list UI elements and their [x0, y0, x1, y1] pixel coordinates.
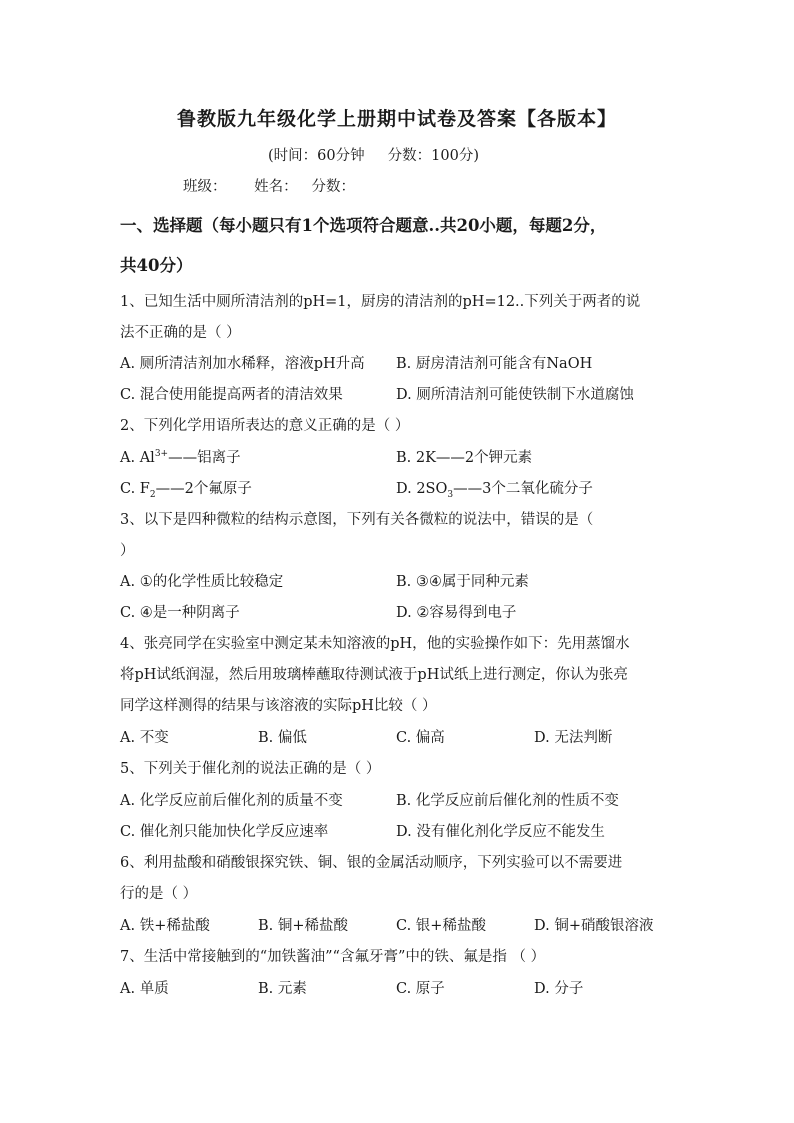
- question-4-stem-cont: 将pH试纸润湿，然后用玻璃棒蘸取待测试液于pH试纸上进行测定，你认为张亮: [120, 667, 628, 683]
- q3-option-d: D. ②容易得到电子: [396, 605, 517, 621]
- section-heading: 一、选择题（每小题只有1个选项符合题意..共20小题，每题2分，: [120, 216, 607, 235]
- q4-option-d: D. 无法判断: [534, 730, 613, 746]
- q1-option-a: A. 厕所清洁剂加水稀释，溶液pH升高: [120, 356, 365, 372]
- q1-option-c: C. 混合使用能提高两者的清洁效果: [120, 387, 343, 403]
- q4-option-a: A. 不变: [120, 730, 169, 746]
- q2-a-prefix: A. Al: [120, 450, 155, 466]
- exam-title: 鲁教版九年级化学上册期中试卷及答案【各版本】: [176, 108, 617, 130]
- q6-option-c: C. 银+稀盐酸: [396, 918, 486, 934]
- q6-option-a: A. 铁+稀盐酸: [120, 918, 210, 934]
- question-4-stem-cont2: 同学这样测得的结果与该溶液的实际pH比较（ ）: [120, 698, 437, 714]
- q1-option-b: B. 厨房清洁剂可能含有NaOH: [396, 356, 593, 372]
- q2-option-c: [120, 477, 252, 500]
- q2-c-text: ——2个氟原子: [155, 481, 252, 497]
- q3-option-c: C. ④是一种阴离子: [120, 605, 240, 621]
- q7-option-c: C. 原子: [396, 981, 445, 997]
- q7-option-b: B. 元素: [258, 981, 307, 997]
- question-7-stem: 7、生活中常接触到的“加铁酱油”“含氟牙膏”中的铁、氟是指 （ ）: [120, 949, 546, 965]
- question-5-stem: 5、下列关于催化剂的说法正确的是（ ）: [120, 761, 381, 777]
- q2-option-d: [396, 477, 593, 500]
- question-4-stem: 4、张亮同学在实验室中测定某未知溶液的pH，他的实验操作如下：先用蒸馏水: [120, 636, 630, 652]
- question-6-stem-cont: 行的是（ ）: [120, 886, 198, 902]
- question-1-stem-cont: 法不正确的是（ ）: [120, 325, 241, 341]
- q2-d-prefix: D. 2SO: [396, 481, 448, 497]
- question-3-stem-cont: ）: [120, 543, 135, 559]
- q5-option-c: C. 催化剂只能加快化学反应速率: [120, 824, 329, 840]
- q2-c-prefix: C. F: [120, 481, 150, 497]
- q7-option-d: D. 分子: [534, 981, 584, 997]
- q4-option-b: B. 偏低: [258, 730, 307, 746]
- q6-option-d: D. 铜+硝酸银溶液: [534, 918, 654, 934]
- q7-option-a: A. 单质: [120, 981, 169, 997]
- q3-option-b: B. ③④属于同种元素: [396, 574, 529, 590]
- q2-c-subscript: 2: [149, 489, 156, 500]
- q6-option-b: B. 铜+稀盐酸: [258, 918, 349, 934]
- question-1-stem: 1、已知生活中厕所清洁剂的pH=1，厨房的清洁剂的pH=12..下列关于两者的说: [120, 294, 641, 310]
- question-6-stem: 6、利用盐酸和硝酸银探究铁、铜、银的金属活动顺序，下列实验可以不需要进: [120, 855, 623, 871]
- q1-option-d: D. 厕所清洁剂可能使铁制下水道腐蚀: [396, 387, 634, 403]
- q4-option-c: C. 偏高: [396, 730, 445, 746]
- q2-d-text: ——3个二氧化硫分子: [453, 481, 593, 497]
- q5-option-b: B. 化学反应前后催化剂的性质不变: [396, 793, 619, 809]
- q2-d-subscript: 3: [447, 489, 454, 500]
- q2-option-b: B. 2K——2个钾元素: [396, 450, 533, 466]
- question-2-stem: 2、下列化学用语所表达的意义正确的是（ ）: [120, 418, 410, 434]
- question-3-stem: 3、以下是四种微粒的结构示意图，下列有关各微粒的说法中，错误的是（: [120, 512, 594, 528]
- q5-option-d: D. 没有催化剂化学反应不能发生: [396, 824, 605, 840]
- section-heading-cont: 共40分）: [120, 256, 193, 275]
- q3-option-a: A. ①的化学性质比较稳定: [120, 574, 284, 590]
- time-score-info: (时间：60分钟 分数：100分): [268, 148, 479, 164]
- q2-option-a: [120, 446, 241, 467]
- q5-option-a: A. 化学反应前后催化剂的质量不变: [120, 793, 343, 809]
- q2-a-text: ——铝离子: [168, 450, 241, 466]
- q2-a-charge: 3+: [154, 449, 169, 460]
- class-name-score-line: 班级： 姓名： 分数：: [183, 179, 355, 195]
